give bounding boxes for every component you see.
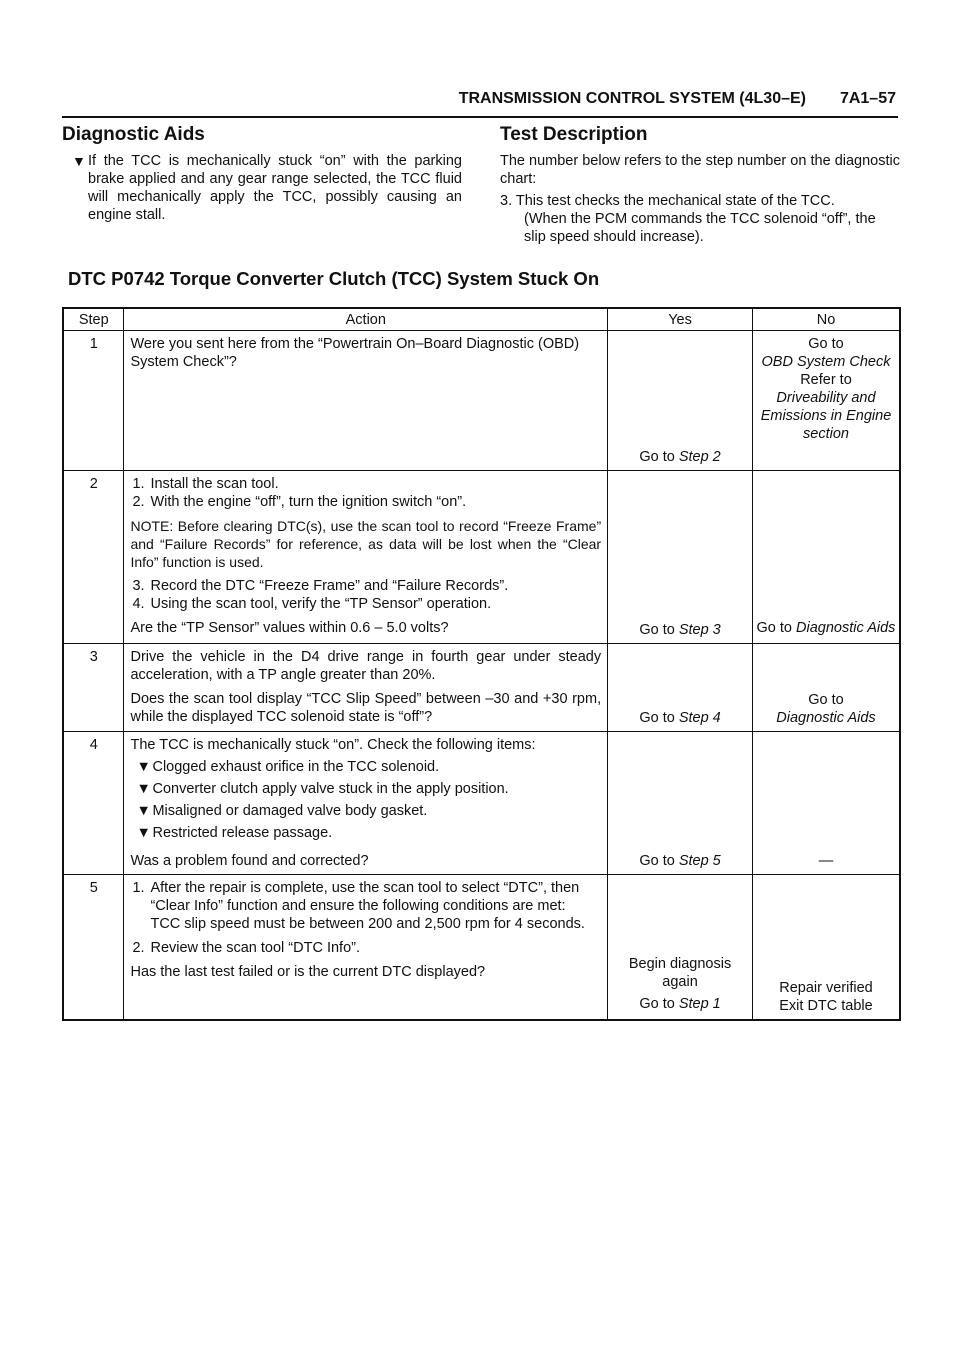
step-number: 3 bbox=[63, 644, 124, 732]
action-text: Drive the vehicle in the D4 drive range in fourth gear under steady acceleration, with a TP angle greater than 20%. bbox=[130, 649, 602, 683]
table-title: DTC P0742 Torque Converter Clutch (TCC) System Stuck On bbox=[68, 268, 600, 289]
yes-goto bbox=[608, 621, 752, 639]
table-row bbox=[63, 471, 900, 644]
step-link[interactable]: Step 2 bbox=[678, 449, 721, 465]
action-text: Were you sent here from the “Powertrain On–Board Diagnostic (OBD) System Check”? bbox=[130, 336, 580, 370]
item-text: With the engine “off”, turn the ignition switch “on”. bbox=[150, 494, 467, 510]
check-text: Misaligned or damaged valve body gasket. bbox=[152, 803, 428, 819]
no-cell bbox=[752, 875, 900, 1020]
begin-diagnosis-label: Begin diagnosis again bbox=[628, 955, 732, 990]
question-text: Has the last test failed or is the current DTC displayed? bbox=[130, 964, 486, 980]
question-text: Was a problem found and corrected? bbox=[130, 853, 369, 869]
bullet-icon: ▼ bbox=[136, 803, 151, 819]
action-item bbox=[130, 577, 601, 595]
action-text: The TCC is mechanically stuck “on”. Check the following items: bbox=[130, 737, 536, 753]
bullet-icon: ▼ bbox=[72, 153, 86, 169]
driveability-link[interactable]: Driveability and Emissions in Engine section bbox=[760, 390, 892, 442]
item-number: 1. bbox=[132, 476, 145, 492]
test-description-intro: The number below refers to the step number on the diagnostic chart: bbox=[500, 153, 900, 187]
goto-label: Go to bbox=[639, 449, 675, 465]
bullet-icon: ▼ bbox=[136, 781, 151, 797]
yes-goto bbox=[608, 955, 752, 1013]
check-text: Restricted release passage. bbox=[152, 825, 333, 841]
check-item bbox=[130, 824, 601, 842]
goto-label: Go to bbox=[808, 336, 844, 352]
goto-label: Go to bbox=[808, 692, 844, 708]
diagnostic-aids-bullet bbox=[62, 152, 462, 224]
page-header bbox=[62, 90, 898, 118]
table-row bbox=[63, 331, 900, 471]
step-number: 5 bbox=[63, 875, 124, 1020]
no-result bbox=[753, 979, 899, 1015]
item-text: After the repair is complete, use the scan tool to select “DTC”, then “Clear Info” function and ensure the following conditions are met: bbox=[150, 880, 580, 914]
action-cell bbox=[124, 331, 608, 471]
no-goto bbox=[753, 691, 899, 727]
column-header-no: No bbox=[752, 308, 900, 331]
action-item bbox=[130, 493, 601, 511]
no-cell bbox=[752, 644, 900, 732]
step-number: 4 bbox=[63, 732, 124, 875]
test-description-item-detail: (When the PCM commands the TCC solenoid “off”, the slip speed should increase). bbox=[524, 211, 876, 245]
goto-label: Go to bbox=[639, 995, 675, 1012]
table-header-row bbox=[63, 308, 900, 331]
diagnostic-aids-text: If the TCC is mechanically stuck “on” with the parking brake applied and any gear range selected, the TCC fluid will mechanically apply the TCC, possibly causing an engine stall. bbox=[88, 153, 462, 223]
yes-cell bbox=[608, 644, 753, 732]
table-row bbox=[63, 875, 900, 1020]
check-item bbox=[130, 780, 601, 798]
test-description-heading: Test Description bbox=[500, 124, 648, 145]
item-text: Install the scan tool. bbox=[150, 476, 279, 492]
item-number: 2. bbox=[132, 940, 145, 956]
goto-label: Go to bbox=[639, 622, 675, 638]
item-text: Review the scan tool “DTC Info”. bbox=[150, 940, 360, 956]
diagnostic-aids-link[interactable]: Diagnostic Aids bbox=[796, 620, 896, 636]
check-text: Converter clutch apply valve stuck in the apply position. bbox=[152, 781, 509, 797]
no-cell bbox=[752, 732, 900, 875]
item-text: Using the scan tool, verify the “TP Sensor” operation. bbox=[150, 596, 492, 612]
item-number: 1. bbox=[132, 880, 145, 896]
test-description-item: 3. This test checks the mechanical state of the TCC. bbox=[500, 193, 835, 209]
item-text: Record the DTC “Freeze Frame” and “Failure Records”. bbox=[150, 578, 509, 594]
item-number: 4. bbox=[132, 596, 145, 612]
action-item-detail: TCC slip speed must be between 200 and 2,500 rpm for 4 seconds. bbox=[150, 916, 585, 932]
goto-label: Go to bbox=[639, 853, 675, 869]
diagnostic-aids-heading: Diagnostic Aids bbox=[62, 124, 205, 145]
no-value: — bbox=[818, 853, 834, 869]
action-item bbox=[130, 879, 601, 915]
action-item bbox=[130, 475, 601, 493]
step-link[interactable]: Step 3 bbox=[678, 622, 721, 638]
check-item bbox=[130, 758, 601, 776]
no-cell bbox=[752, 331, 900, 471]
no-cell bbox=[752, 471, 900, 644]
yes-goto bbox=[608, 852, 752, 870]
column-header-step: Step bbox=[63, 308, 124, 331]
check-text: Clogged exhaust orifice in the TCC solenoid. bbox=[152, 759, 440, 775]
diagnostic-aids-section bbox=[62, 124, 462, 224]
step-number: 2 bbox=[63, 471, 124, 644]
goto-label: Go to bbox=[756, 620, 792, 636]
table-row bbox=[63, 732, 900, 875]
column-header-action: Action bbox=[124, 308, 608, 331]
dtc-table bbox=[62, 307, 901, 1021]
exit-dtc-table-label: Exit DTC table bbox=[779, 997, 873, 1014]
yes-cell bbox=[608, 732, 753, 875]
item-number: 2. bbox=[132, 494, 145, 510]
refer-to-label: Refer to bbox=[800, 372, 852, 388]
no-goto bbox=[753, 619, 899, 637]
action-cell bbox=[124, 875, 608, 1020]
step-link[interactable]: Step 5 bbox=[678, 853, 721, 869]
action-cell bbox=[124, 644, 608, 732]
test-description-section bbox=[500, 124, 900, 246]
step-link[interactable]: Step 1 bbox=[678, 995, 721, 1012]
action-cell bbox=[124, 732, 608, 875]
bullet-icon: ▼ bbox=[136, 825, 151, 841]
item-number: 3. bbox=[132, 578, 145, 594]
step-number: 1 bbox=[63, 331, 124, 471]
diagnostic-aids-link[interactable]: Diagnostic Aids bbox=[776, 710, 876, 726]
yes-cell bbox=[608, 331, 753, 471]
page-number: 7A1–57 bbox=[839, 90, 896, 107]
column-header-yes: Yes bbox=[608, 308, 753, 331]
obd-system-check-link[interactable]: OBD System Check bbox=[761, 354, 891, 370]
goto-label: Go to bbox=[639, 710, 675, 726]
note-text: NOTE: Before clearing DTC(s), use the scan tool to record “Freeze Frame” and “Failure Records” for reference, as data will be lost when the “Clear Info” function is used. bbox=[130, 518, 602, 570]
yes-goto bbox=[608, 448, 752, 466]
check-item bbox=[130, 802, 601, 820]
table-row bbox=[63, 644, 900, 732]
question-text: Does the scan tool display “TCC Slip Speed” between –30 and +30 rpm, while the displayed TCC solenoid state is “off”? bbox=[130, 691, 602, 725]
step-link[interactable]: Step 4 bbox=[678, 710, 721, 726]
action-item bbox=[130, 595, 601, 613]
repair-verified-label: Repair verified bbox=[779, 979, 873, 996]
no-goto bbox=[759, 335, 893, 443]
yes-cell bbox=[608, 875, 753, 1020]
question-text: Are the “TP Sensor” values within 0.6 – 5.0 volts? bbox=[130, 620, 449, 636]
action-cell bbox=[124, 471, 608, 644]
header-title: TRANSMISSION CONTROL SYSTEM (4L30–E) bbox=[458, 90, 806, 107]
bullet-icon: ▼ bbox=[136, 759, 151, 775]
yes-goto bbox=[608, 709, 752, 727]
action-item bbox=[130, 939, 601, 957]
yes-cell bbox=[608, 471, 753, 644]
